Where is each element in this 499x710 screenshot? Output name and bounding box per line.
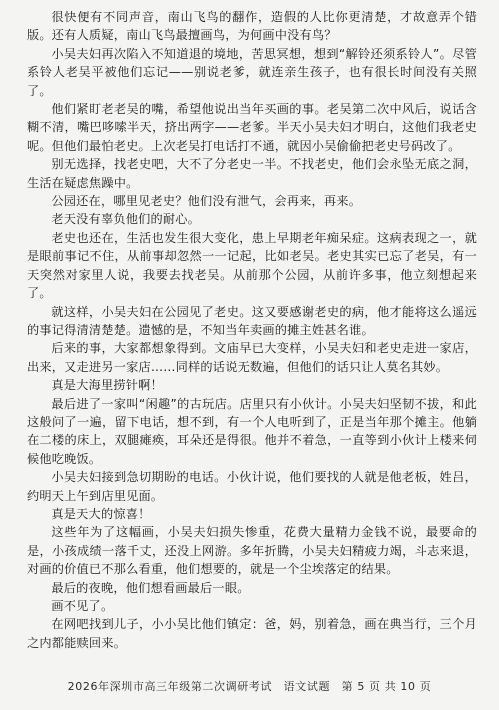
paragraph: 最后的夜晚，他们想看画最后一眼。 bbox=[51, 580, 250, 595]
paragraph: 画不见了。 bbox=[51, 599, 114, 613]
paragraph: 他们紧盯老老吴的嘴，希望他说出当年买画的事。老吴第二次中风后，说话含糊不清，嘴巴哆嗦半天，挤出两字——老爹。半天小吴夫妇才明白，这他们我老史呢。但他们最怕老史。上次老吴打电话打不通，就因小吴偷偷把老史号码改了。 bbox=[27, 102, 477, 153]
paragraph: 别无选择，找老史吧，大不了分老史一半。不找老史，他们会永坠无底之洞，生活在疑虑焦躁中。 bbox=[27, 157, 477, 190]
paragraph: 公园还在，哪里见老史？他们没有泄气，会再来，再来。 bbox=[51, 194, 362, 209]
paragraph: 真是大海里捞针啊！ bbox=[51, 378, 163, 393]
paragraph: 老天没有辜负他们的耐心。 bbox=[51, 212, 201, 227]
paragraph: 老史也还在，生活也发生很大变化，患上早期老年痴呆症。这病表现之一，就是眼前事记不住，从前事却忽然一一记起，比如老吴。老史其实已忘了老吴，有一天突然对家里人说，我要去找老吴。从前那个公园，从前许多事，他立刻想起来了。 bbox=[27, 230, 477, 301]
paragraph: 这些年为了这幅画，小吴夫妇损失惨重，花费大量精力金钱不说，最要命的是，小孩成绩一落千丈，还没上网游。多年折腾，小吴夫妇精疲力竭，斗志来退，对画的价值已不那么看重，他们想要的，就是一个尘埃落定的结果。 bbox=[27, 525, 477, 577]
paragraph: 在网吧找到儿子，小小吴比他们镇定：爸，妈，别着急，画在典当行，三个月之内都能赎回来。 bbox=[27, 617, 477, 650]
story-body bbox=[27, 8, 477, 652]
paragraph: 小吴夫妇再次陷入不知道退的境地，苦思冥想，想到“解铃还须系铃人”。尽管系铃人老吴平被他们忘记——别说老爹，就连亲生孩子，也有很长时间没有关照了。 bbox=[27, 46, 477, 98]
paragraph: 最后进了一家叫“闲趣”的古玩店。店里只有小伙计。小吴夫妇坚韧不拔，和此这般问了一遍，留下电话，想不到，有一个人电听到了，正是当年那个摊主。他躺在二楼的床上，双腿瘫痪，耳朵还是得很。他并不着急，一直等到小伙计上楼来伺候他吃晚饭。 bbox=[27, 396, 477, 466]
paragraph: 后来的事，大家都想象得到。文庙早已大变样，小吴夫妇和老史走进一家店，出来，又走进另一家店……同样的话说无数遍，但他们的话只让人莫名其妙。 bbox=[27, 341, 477, 374]
paragraph: 很快便有不同声音，南山飞鸟的翻作，造假的人比你更清楚，才故意弄个错版。还有人质疑，南山飞鸟最擅画鸟，为何画中没有鸟？ bbox=[27, 10, 477, 43]
paragraph: 小吴夫妇接到急切期盼的电话。小伙计说，他们要找的人就是他老板，姓吕，约明天上午到店里见面。 bbox=[27, 470, 477, 503]
page-footer: 2026年深圳市高三年级第二次调研考试 语文试题 第 5 页 共 10 页 bbox=[67, 680, 432, 693]
paragraph: 真是天大的惊喜！ bbox=[51, 506, 151, 521]
paragraph: 就这样，小吴夫妇在公园见了老史。这又要感谢老史的病，他才能将这么遥远的事记得清清楚楚。遗憾的是，不知当年卖画的摊主姓甚名谁。 bbox=[27, 304, 477, 337]
